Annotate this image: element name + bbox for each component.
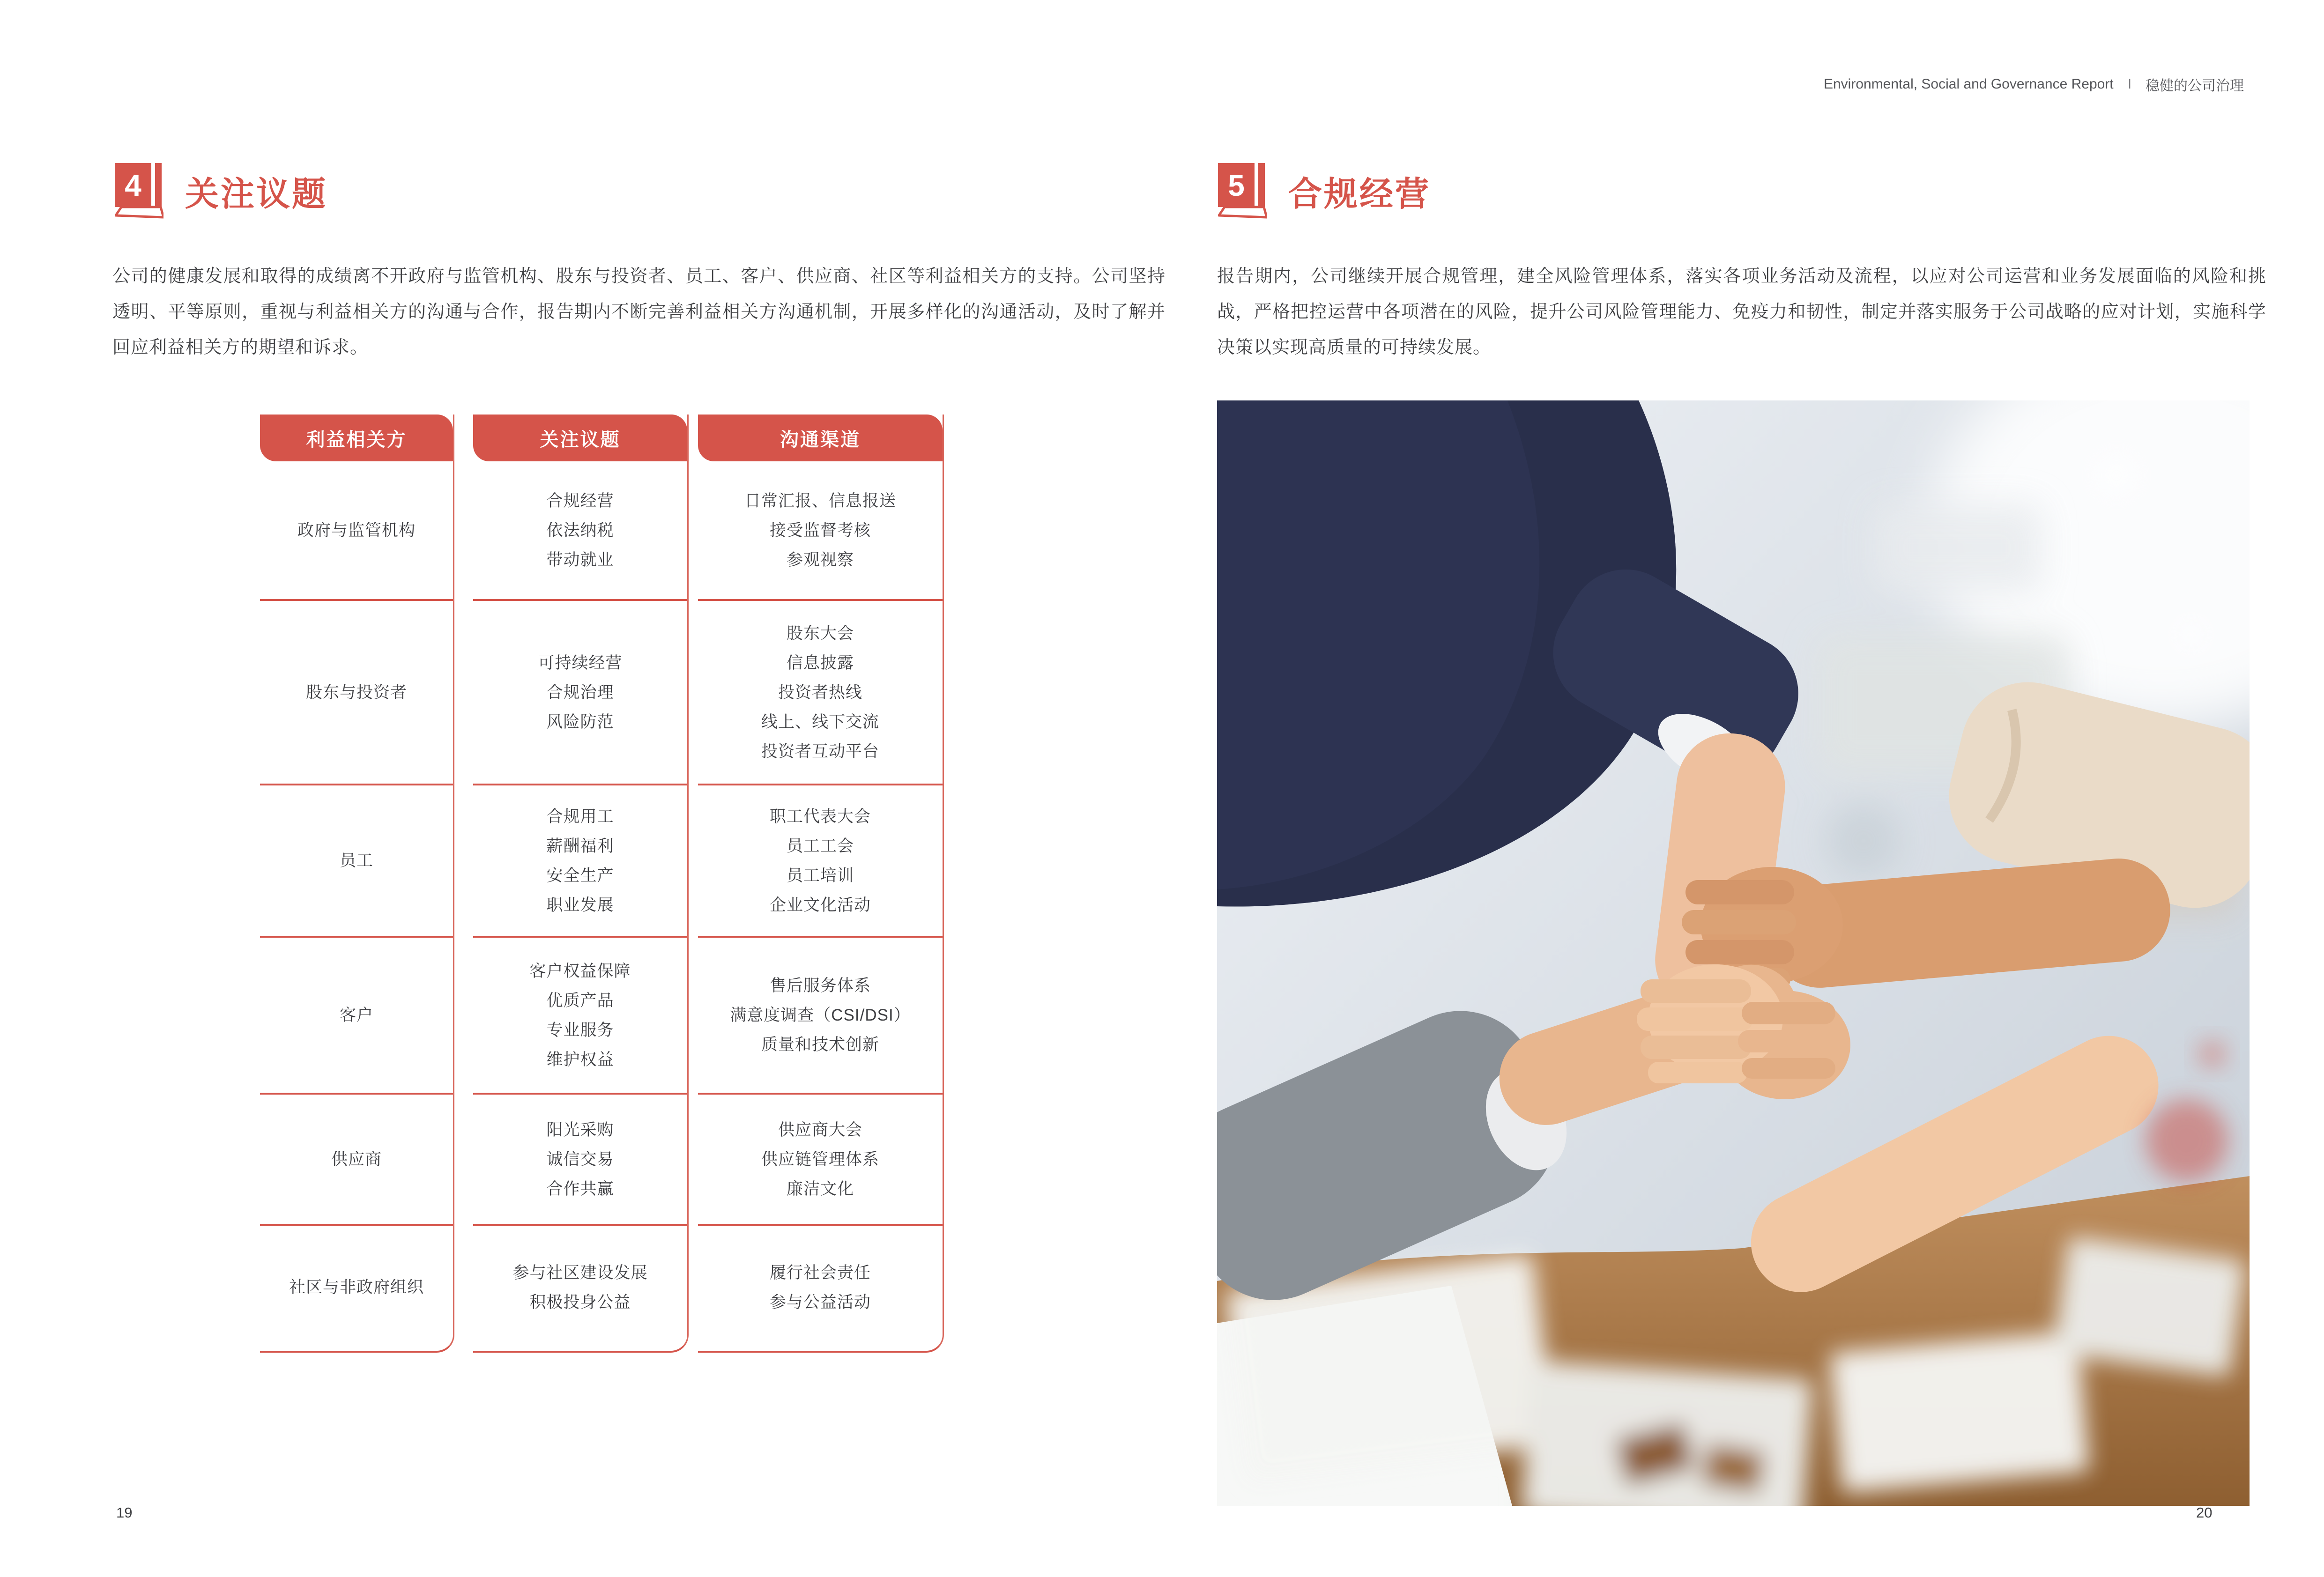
cell-line: 接受监督考核 xyxy=(769,521,871,540)
cell-line: 投资者热线 xyxy=(778,683,862,702)
table-header-stakeholders: 利益相关方 xyxy=(260,415,453,461)
page-number-left: 19 xyxy=(116,1504,133,1521)
section-number-badge-icon xyxy=(115,163,163,219)
stakeholder-label: 股东与投资者 xyxy=(305,683,407,702)
section-4-paragraph: 公司的健康发展和取得的成绩离不开政府与监管机构、股东与投资者、员工、客户、供应商、社区等利益相关方的支持。公司坚持透明、平等原则，重视与利益相关方的沟通与合作，报告期内不断完善利益相关方沟通机制，开展多样化的沟通活动，及时了解并回应利益相关方的期望和诉求。 xyxy=(112,267,1166,357)
cell-line: 信息披露 xyxy=(786,653,854,672)
table-cell xyxy=(260,461,453,601)
cell-line: 员工工会 xyxy=(786,837,854,855)
section-number: 4 xyxy=(125,169,141,202)
photo-team-hands xyxy=(1217,400,2250,1506)
table-cell xyxy=(260,1226,453,1349)
table-cell xyxy=(473,601,687,785)
cell-line: 满意度调查（CSI/DSI） xyxy=(730,1006,911,1024)
cell-line: 合规经营 xyxy=(546,491,614,510)
cell-line: 股东大会 xyxy=(786,624,854,643)
table-header-channels: 沟通渠道 xyxy=(698,415,943,461)
cell-line: 员工培训 xyxy=(786,866,854,885)
cell-line: 合规治理 xyxy=(546,683,614,702)
running-header-section-label: 稳健的公司治理 xyxy=(2146,78,2244,94)
cell-line: 可持续经营 xyxy=(538,653,623,672)
cell-line: 供应商大会 xyxy=(778,1120,862,1139)
cell-line: 参与社区建设发展 xyxy=(512,1263,648,1282)
table-cell xyxy=(473,1226,687,1349)
page-number-right: 20 xyxy=(2196,1504,2213,1521)
cell-line: 依法纳税 xyxy=(546,521,614,540)
cell-line: 职业发展 xyxy=(546,896,614,914)
table-cell xyxy=(473,938,687,1095)
cell-line: 投资者互动平台 xyxy=(761,742,879,761)
table-cell xyxy=(473,461,687,601)
cell-line: 积极投身公益 xyxy=(529,1293,631,1311)
cell-line: 日常汇报、信息报送 xyxy=(744,491,896,510)
cell-line: 廉洁文化 xyxy=(786,1179,854,1198)
table-cell xyxy=(473,1095,687,1226)
table-cell xyxy=(698,785,943,938)
running-header-divider: I xyxy=(2128,76,2131,92)
section-number-badge-icon xyxy=(1218,163,1267,219)
cell-line: 参观视察 xyxy=(786,550,854,569)
table-cell xyxy=(698,461,943,601)
section-4-title: 关注议题 xyxy=(185,176,328,213)
cell-line: 职工代表大会 xyxy=(769,807,871,826)
table-column-stakeholders xyxy=(260,415,454,1353)
table-cell xyxy=(260,938,453,1095)
section-5-title-row xyxy=(1218,163,1431,219)
section-5-paragraph: 报告期内，公司继续开展合规管理，建全风险管理体系，落实各项业务活动及流程，以应对公司运营和业务发展面临的风险和挑战，严格把控运营中各项潜在的风险，提升公司风险管理能力、免疫力和韧性，制定并落实服务于公司战略的应对计划，实施科学决策以实现高质量的可持续发展。 xyxy=(1217,267,2266,357)
section-number: 5 xyxy=(1228,169,1245,202)
cell-line: 带动就业 xyxy=(546,550,614,569)
cell-line: 诚信交易 xyxy=(546,1150,614,1169)
cell-line: 质量和技术创新 xyxy=(761,1036,879,1054)
table-cell xyxy=(473,785,687,938)
cell-line: 线上、线下交流 xyxy=(761,712,879,731)
table-cell xyxy=(260,1095,453,1226)
stakeholder-label: 客户 xyxy=(339,1006,373,1024)
cell-line: 供应链管理体系 xyxy=(761,1150,879,1169)
stakeholder-label: 供应商 xyxy=(331,1150,382,1169)
cell-line: 客户权益保障 xyxy=(529,962,631,980)
cell-line: 履行社会责任 xyxy=(769,1263,871,1282)
cell-line: 维护权益 xyxy=(546,1050,614,1069)
table-cell xyxy=(698,938,943,1095)
cell-line: 企业文化活动 xyxy=(769,896,871,914)
table-column-topics xyxy=(473,415,689,1353)
table-cell xyxy=(260,785,453,938)
cell-line: 参与公益活动 xyxy=(769,1293,871,1311)
cell-line: 薪酬福利 xyxy=(546,837,614,855)
photo-team-hands-illustration xyxy=(1217,400,2250,1506)
cell-line: 合规用工 xyxy=(546,807,614,826)
section-5-title: 合规经营 xyxy=(1288,176,1431,213)
running-header xyxy=(1824,74,2244,95)
running-header-report-title: Environmental, Social and Governance Report xyxy=(1823,76,2114,92)
section-4-title-row xyxy=(115,163,327,219)
stakeholder-label: 员工 xyxy=(339,851,373,870)
table-column-channels xyxy=(698,415,944,1353)
table-header-topics: 关注议题 xyxy=(473,415,687,461)
table-cell xyxy=(698,601,943,785)
table-cell xyxy=(698,1226,943,1349)
table-cell xyxy=(698,1095,943,1226)
table-cell xyxy=(260,601,453,785)
cell-line: 优质产品 xyxy=(546,991,614,1010)
cell-line: 安全生产 xyxy=(546,866,614,885)
cell-line: 合作共赢 xyxy=(546,1179,614,1198)
cell-line: 售后服务体系 xyxy=(769,977,871,995)
cell-line: 风险防范 xyxy=(546,712,614,731)
stakeholder-label: 社区与非政府组织 xyxy=(289,1278,424,1296)
cell-line: 阳光采购 xyxy=(546,1120,614,1139)
stakeholder-label: 政府与监管机构 xyxy=(297,521,416,540)
cell-line: 专业服务 xyxy=(546,1021,614,1039)
